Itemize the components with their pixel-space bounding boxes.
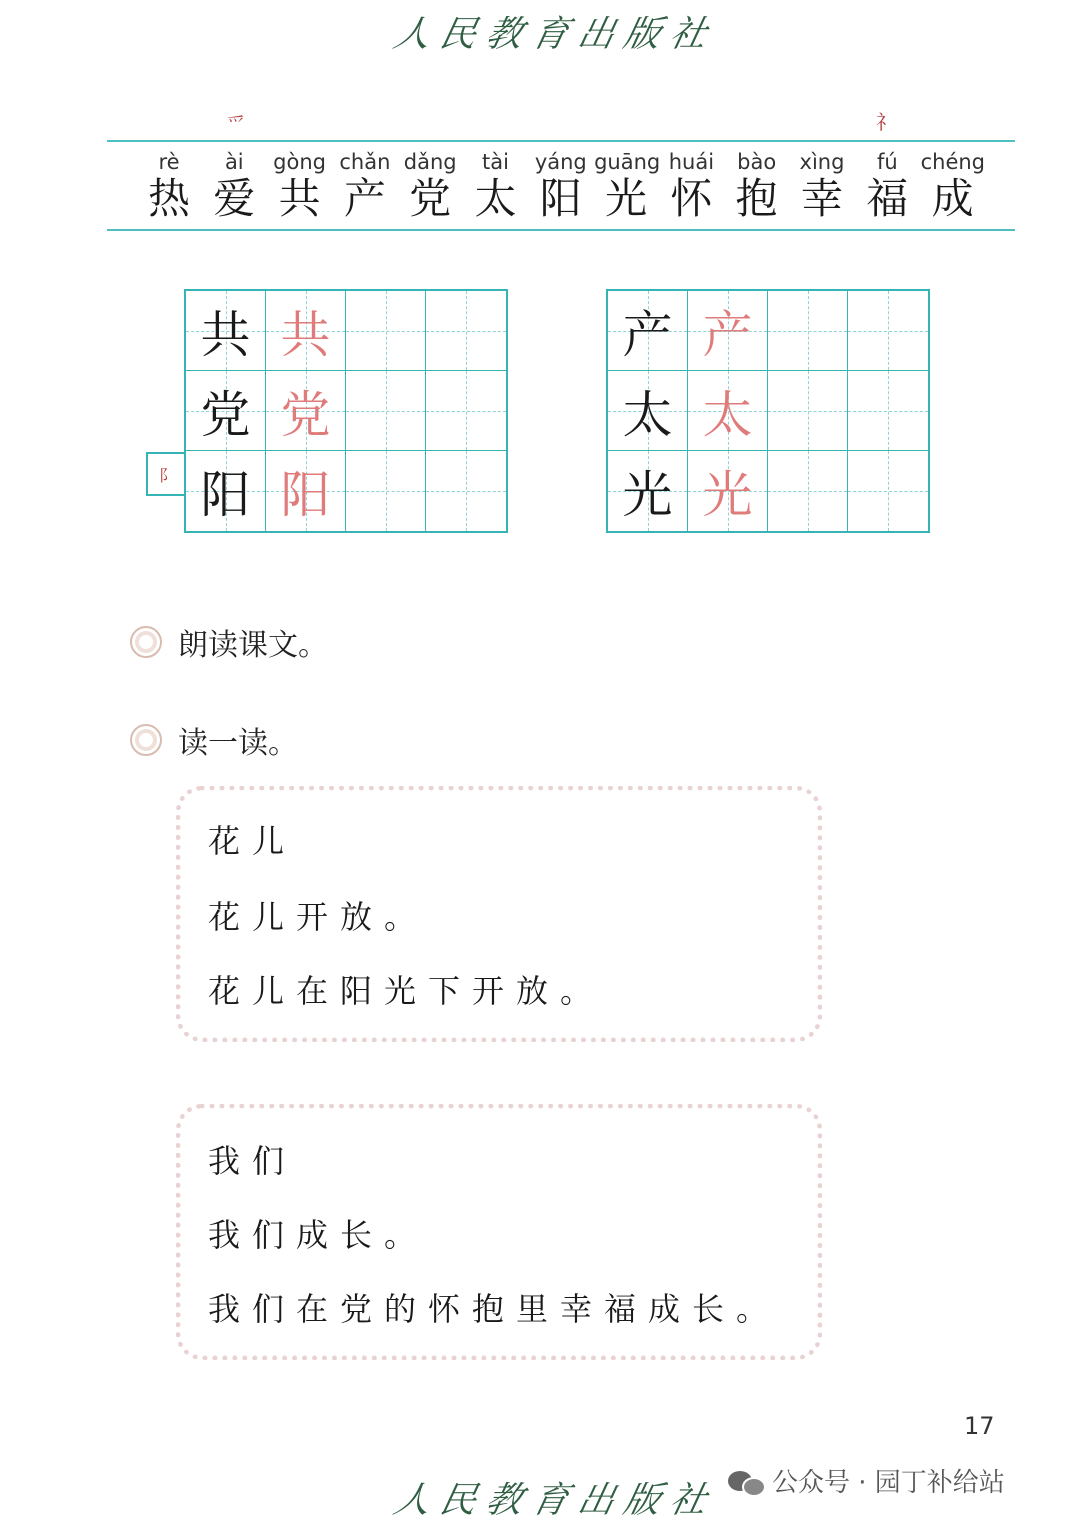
pinyin: xìng	[799, 150, 845, 174]
grid-cell[interactable]	[768, 291, 848, 371]
grid-cell[interactable]	[848, 451, 928, 531]
grid-cell[interactable]	[346, 371, 426, 451]
hanzi: 福	[866, 174, 909, 223]
grid-cell	[266, 291, 346, 371]
radical-tag-yang: 阝	[146, 452, 186, 496]
pinyin: yáng	[534, 150, 587, 174]
pinyin: ài	[224, 150, 244, 174]
hanzi: 党	[409, 174, 452, 223]
page-number: 17	[964, 1412, 995, 1440]
reading-line: 花儿	[208, 822, 297, 860]
trace-character: 光	[702, 466, 753, 524]
word-item	[398, 148, 462, 222]
grid-cell[interactable]	[346, 451, 426, 531]
hanzi: 热	[147, 174, 190, 223]
word-line-top	[107, 140, 1015, 142]
watermark	[728, 1462, 1005, 1499]
grid-cell[interactable]	[768, 371, 848, 451]
publisher-logo-top: 人民教育出版社	[390, 14, 721, 55]
trace-character: 党	[280, 385, 331, 444]
word-item	[268, 148, 332, 222]
hanzi: 光	[605, 174, 648, 223]
hanzi: 抱	[735, 174, 778, 223]
model-character: 光	[622, 466, 673, 524]
model-character: 党	[200, 385, 251, 444]
watermark-text: 公众号 · 园丁补给站	[772, 1468, 1005, 1498]
grid-cell	[186, 371, 266, 451]
writing-grid-left	[184, 289, 508, 533]
reading-line: 花儿开放。	[208, 898, 429, 936]
hanzi: 太	[474, 174, 517, 223]
trace-character: 太	[702, 385, 753, 444]
grid-cell	[608, 291, 688, 371]
pinyin: guāng	[594, 150, 661, 174]
hanzi: 爱	[213, 174, 256, 223]
grid-cell[interactable]	[346, 291, 426, 371]
section-title-read-text: 朗读课文。	[178, 628, 328, 663]
grid-cell	[186, 291, 266, 371]
pinyin: fú	[876, 150, 898, 174]
radical-fu: 礻	[876, 110, 896, 134]
grid-cell	[186, 451, 266, 531]
pinyin: huái	[668, 150, 715, 174]
word-item	[725, 148, 789, 222]
model-character: 太	[622, 385, 673, 444]
trace-character: 产	[702, 305, 753, 364]
grid-cell[interactable]	[426, 291, 506, 371]
hanzi: 产	[343, 174, 386, 223]
reading-line: 我们	[208, 1142, 297, 1180]
grid-cell	[688, 371, 768, 451]
hanzi: 成	[931, 174, 974, 223]
section-bullet-icon	[130, 626, 162, 658]
word-item	[921, 148, 985, 222]
pinyin: dǎng	[403, 150, 457, 174]
word-item	[790, 148, 854, 222]
section-bullet-icon	[130, 724, 162, 756]
writing-grid-right	[606, 289, 930, 533]
wechat-icon	[728, 1467, 764, 1495]
grid-cell	[688, 451, 768, 531]
pinyin: rè	[158, 150, 180, 174]
pinyin: tài	[482, 150, 509, 174]
grid-cell[interactable]	[426, 371, 506, 451]
grid-cell[interactable]	[848, 371, 928, 451]
reading-line: 花儿在阳光下开放。	[208, 972, 605, 1010]
model-character: 共	[200, 305, 251, 364]
hanzi: 幸	[800, 174, 843, 223]
pinyin: bào	[737, 150, 777, 174]
grid-cell[interactable]	[768, 451, 848, 531]
word-item	[594, 148, 661, 223]
word-item	[659, 148, 723, 222]
publisher-logo-bottom: 人民教育出版社	[390, 1480, 721, 1521]
section-title-read-read: 读一读。	[178, 726, 298, 761]
grid-cell	[266, 371, 346, 451]
word-item	[333, 148, 397, 222]
hanzi: 共	[278, 174, 321, 223]
reading-line: 我们成长。	[208, 1216, 429, 1254]
hanzi: 阳	[539, 174, 582, 223]
model-character: 产	[622, 305, 673, 364]
model-character: 阳	[200, 466, 251, 524]
grid-cell	[688, 291, 768, 371]
word-item	[464, 148, 528, 222]
word-item	[137, 148, 201, 222]
pinyin: gòng	[273, 150, 326, 174]
trace-character: 阳	[280, 466, 331, 524]
word-item	[855, 148, 919, 222]
grid-cell	[608, 451, 688, 531]
reading-line: 我们在党的怀抱里幸福成长。	[208, 1290, 781, 1328]
pinyin: chǎn	[339, 150, 391, 174]
grid-cell	[608, 371, 688, 451]
trace-character: 共	[280, 305, 331, 364]
pinyin: chéng	[920, 150, 986, 174]
word-line-bottom	[107, 229, 1015, 231]
word-item	[202, 148, 266, 222]
grid-cell[interactable]	[426, 451, 506, 531]
grid-cell	[266, 451, 346, 531]
word-item	[529, 148, 593, 222]
radical-ai: 爫	[226, 112, 246, 136]
hanzi: 怀	[670, 174, 713, 223]
grid-cell[interactable]	[848, 291, 928, 371]
